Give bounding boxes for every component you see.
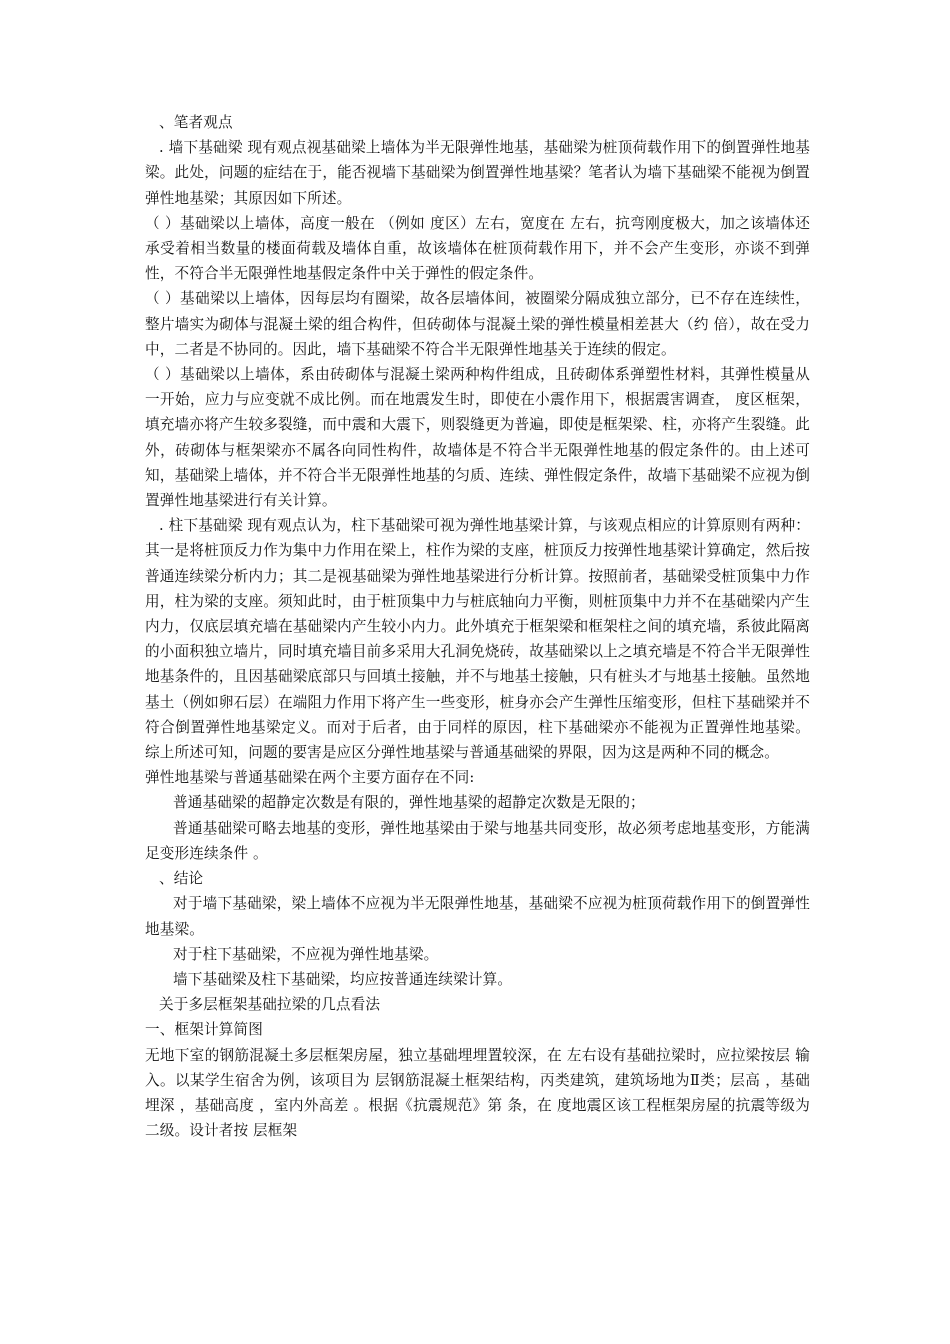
article-title-tie-beam: 关于多层框架基础拉梁的几点看法 — [159, 996, 381, 1014]
paragraph-point-2: （ ）基础梁以上墙体，因每层均有圈梁，故各层墙体间，被圈梁分隔成独立部分，已不存在连续性，整片墙实为砌体与混凝土梁的组合构件，但砖砌体与混凝土梁的弹性模量相差甚大（约 倍），故在受力中，二者是不协同的。因此，墙下基础梁不符合半无限弹性地基关于连续的假定。 — [145, 290, 810, 358]
section-heading-author-view: 、笔者观点 — [159, 114, 233, 131]
paragraph-difference-1: 普通基础梁的超静定次数是有限的，弹性地基梁的超静定次数是无限的； — [173, 794, 645, 812]
paragraph-difference-2: 普通基础梁可略去地基的变形，弹性地基梁由于梁与地基共同变形，故必须考虑地基变形，方能满足变形连续条件 。 — [145, 819, 810, 862]
paragraph-point-3: （ ）基础梁以上墙体，系由砖砌体与混凝土梁两种构件组成，且砖砌体系弹塑性材料，其弹性模量从一开始，应力与应变就不成比例。而在地震发生时，即使在小震作用下，根据震害调查， 度区框架，填充墙亦将产生较多裂缝，而中震和大震下，则裂缝更为普遍，即使是框架梁、柱，亦将产生裂缝。此外，砖砌体与框架梁亦不属各向同性构件，故墙体是不符合半无限弹性地基的假定条件的。由上述可知，基础梁上墙体，并不符合半无限弹性地基的匀质、连续、弹性假定条件，故墙下基础梁不应视为倒置弹性地基梁进行有关计算。 — [145, 366, 810, 510]
paragraph-point-1: （ ）基础梁以上墙体，高度一般在 （例如 度区）左右，宽度在 左右，抗弯刚度极大，加之该墙体还承受着相当数量的楼面荷载及墙体自重，故该墙体在桩顶荷载作用下，并不会产生变形，亦谈不到弹性，不符合半无限弹性地基假定条件中关于弹性的假定条件。 — [145, 214, 810, 283]
paragraph-differences: 弹性地基梁与普通基础梁在两个主要方面存在不同: — [145, 769, 475, 787]
paragraph-column-beam: . 柱下基础梁 现有观点认为，柱下基础梁可视为弹性地基梁计算，与该观点相应的计算原则有两种：其一是将桩顶反力作为集中力作用在梁上，柱作为梁的支座，桩顶反力按弹性地基梁计算确定，然后按普通连续梁分析内力；其二是视基础梁为弹性地基梁进行分析计算。按照前者，基础梁受桩顶集中力作用，柱为梁的支座。须知此时，由于桩顶集中力与桩底轴向力平衡，则桩顶集中力并不在基础梁内产生内力，仅底层填充墙在基础梁内产生较小内力。此外填充于框架梁和框架柱之间的填充墙，系彼此隔离的小面积独立墙片，同时填充墙目前多采用大孔洞免烧砖，故基础梁以上之填充墙是不符合半无限弹性地基条件的，且因基础梁底部只与回填土接触，并不与地基土接触，只有桩头才与地基土接触。虽然地基土（例如卵石层）在端阻力作用下将产生一些变形，桩身亦会产生弹性压缩变形，但柱下基础梁并不符合倒置弹性地基梁定义。而对于后者，由于同样的原因，柱下基础梁亦不能视为正置弹性地基梁。 综上所述可知，问题的要害是应区分弹性地基梁与普通基础梁的界限，因为这是两种不同的概念。 — [145, 517, 810, 762]
paragraph-conclusion-3: 墙下基础梁及柱下基础梁，均应按普通连续梁计算。 — [173, 970, 513, 988]
paragraph-wall-beam: . 墙下基础梁 现有观点视基础梁上墙体为半无限弹性地基，基础梁为桩顶荷载作用下的倒置弹性地基梁。此处，问题的症结在于，能否视墙下基础梁为倒置弹性地基梁？笔者认为墙下基础梁不能视为倒置弹性地基梁；其原因如下所述。 — [145, 139, 810, 207]
paragraph-conclusion-2: 对于柱下基础梁，不应视为弹性地基梁。 — [173, 945, 439, 963]
paragraph-conclusion-1: 对于墙下基础梁，梁上墙体不应视为半无限弹性地基，基础梁不应视为桩顶荷载作用下的倒置弹性地基梁。 — [145, 895, 810, 938]
paragraph-frame-example: 无地下室的钢筋混凝土多层框架房屋，独立基础埋埋置较深，在 左右设有基础拉梁时，应拉梁按层 输入。以某学生宿舍为例，该项目为 层钢筋混凝土框架结构，丙类建筑，建筑场地为Ⅱ类；层高 ，基础埋深 ，基础高度 ，室内外高差 。根据《抗震规范》第 条，在 度地震区该工程框架房屋的抗震等级为二级。设计者按 层框架 — [145, 1046, 810, 1140]
section-heading-conclusion: 、结论 — [159, 870, 204, 888]
document-body — [145, 110, 810, 1143]
section-heading-frame-diagram: 一、框架计算简图 — [145, 1021, 263, 1039]
